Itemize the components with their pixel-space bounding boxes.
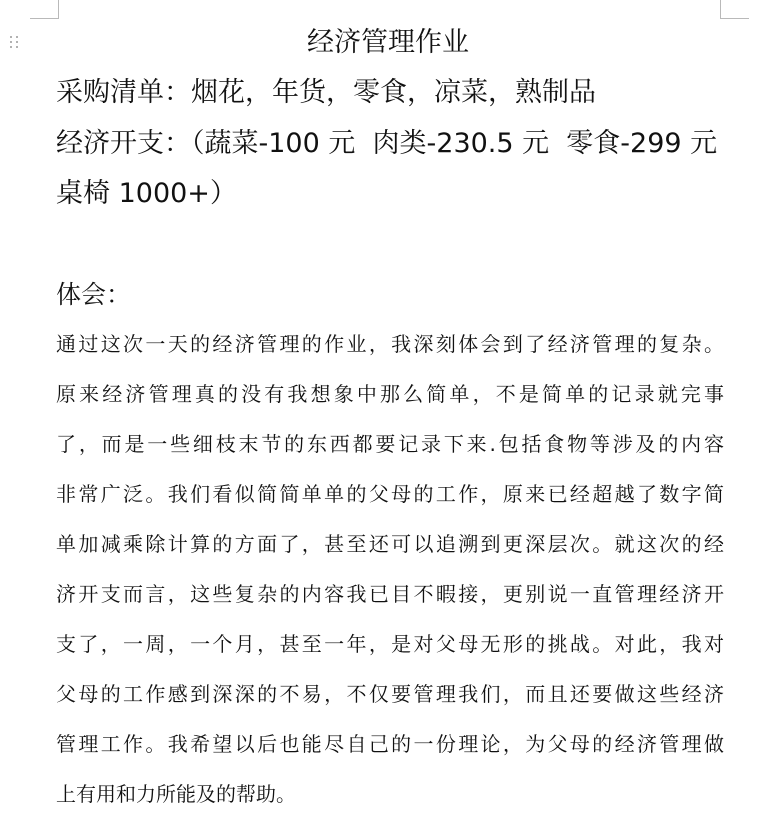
reflection-paragraph <box>56 326 724 826</box>
paragraph-line: 父母的工作感到深深的不易，不仅要管理我们，而且还要做这些经济 <box>56 682 724 706</box>
expense-line-2: 桌椅 1000+） <box>56 178 237 209</box>
paragraph-line: 原来经济管理真的没有我想象中那么简单，不是简单的记录就完事 <box>56 382 724 406</box>
page-corner-top-left <box>30 0 59 19</box>
paragraph-line: 了，而是一些细枝末节的东西都要记录下来.包括食物等涉及的内容 <box>56 432 724 456</box>
paragraph-line: 济开支而言，这些复杂的内容我已目不暇接，更别说一直管理经济开 <box>56 582 724 606</box>
document-title: 经济管理作业 <box>307 27 469 58</box>
paragraph-line: 单加减乘除计算的方面了，甚至还可以追溯到更深层次。就这次的经 <box>56 532 724 556</box>
reflection-heading: 体会： <box>56 280 132 309</box>
paragraph-line: 非常广泛。我们看似简简单单的父母的工作，原来已经超越了数字简 <box>56 482 724 506</box>
page-corner-top-right <box>720 0 749 19</box>
expense-line-1: 经济开支：（蔬菜-100 元 肉类-230.5 元 零食-299 元 <box>56 128 718 159</box>
paragraph-line: 支了，一周，一个月，甚至一年，是对父母无形的挑战。对此，我对 <box>56 632 724 656</box>
paragraph-line: 管理工作。我希望以后也能尽自己的一份理论，为父母的经济管理做 <box>56 732 724 756</box>
purchase-list-line: 采购清单：烟花，年货，零食，凉菜，熟制品 <box>56 77 596 108</box>
paragraph-line: 上有用和力所能及的帮助。 <box>56 782 296 806</box>
paragraph-line: 通过这次一天的经济管理的作业，我深刻体会到了经济管理的复杂。 <box>56 332 724 356</box>
